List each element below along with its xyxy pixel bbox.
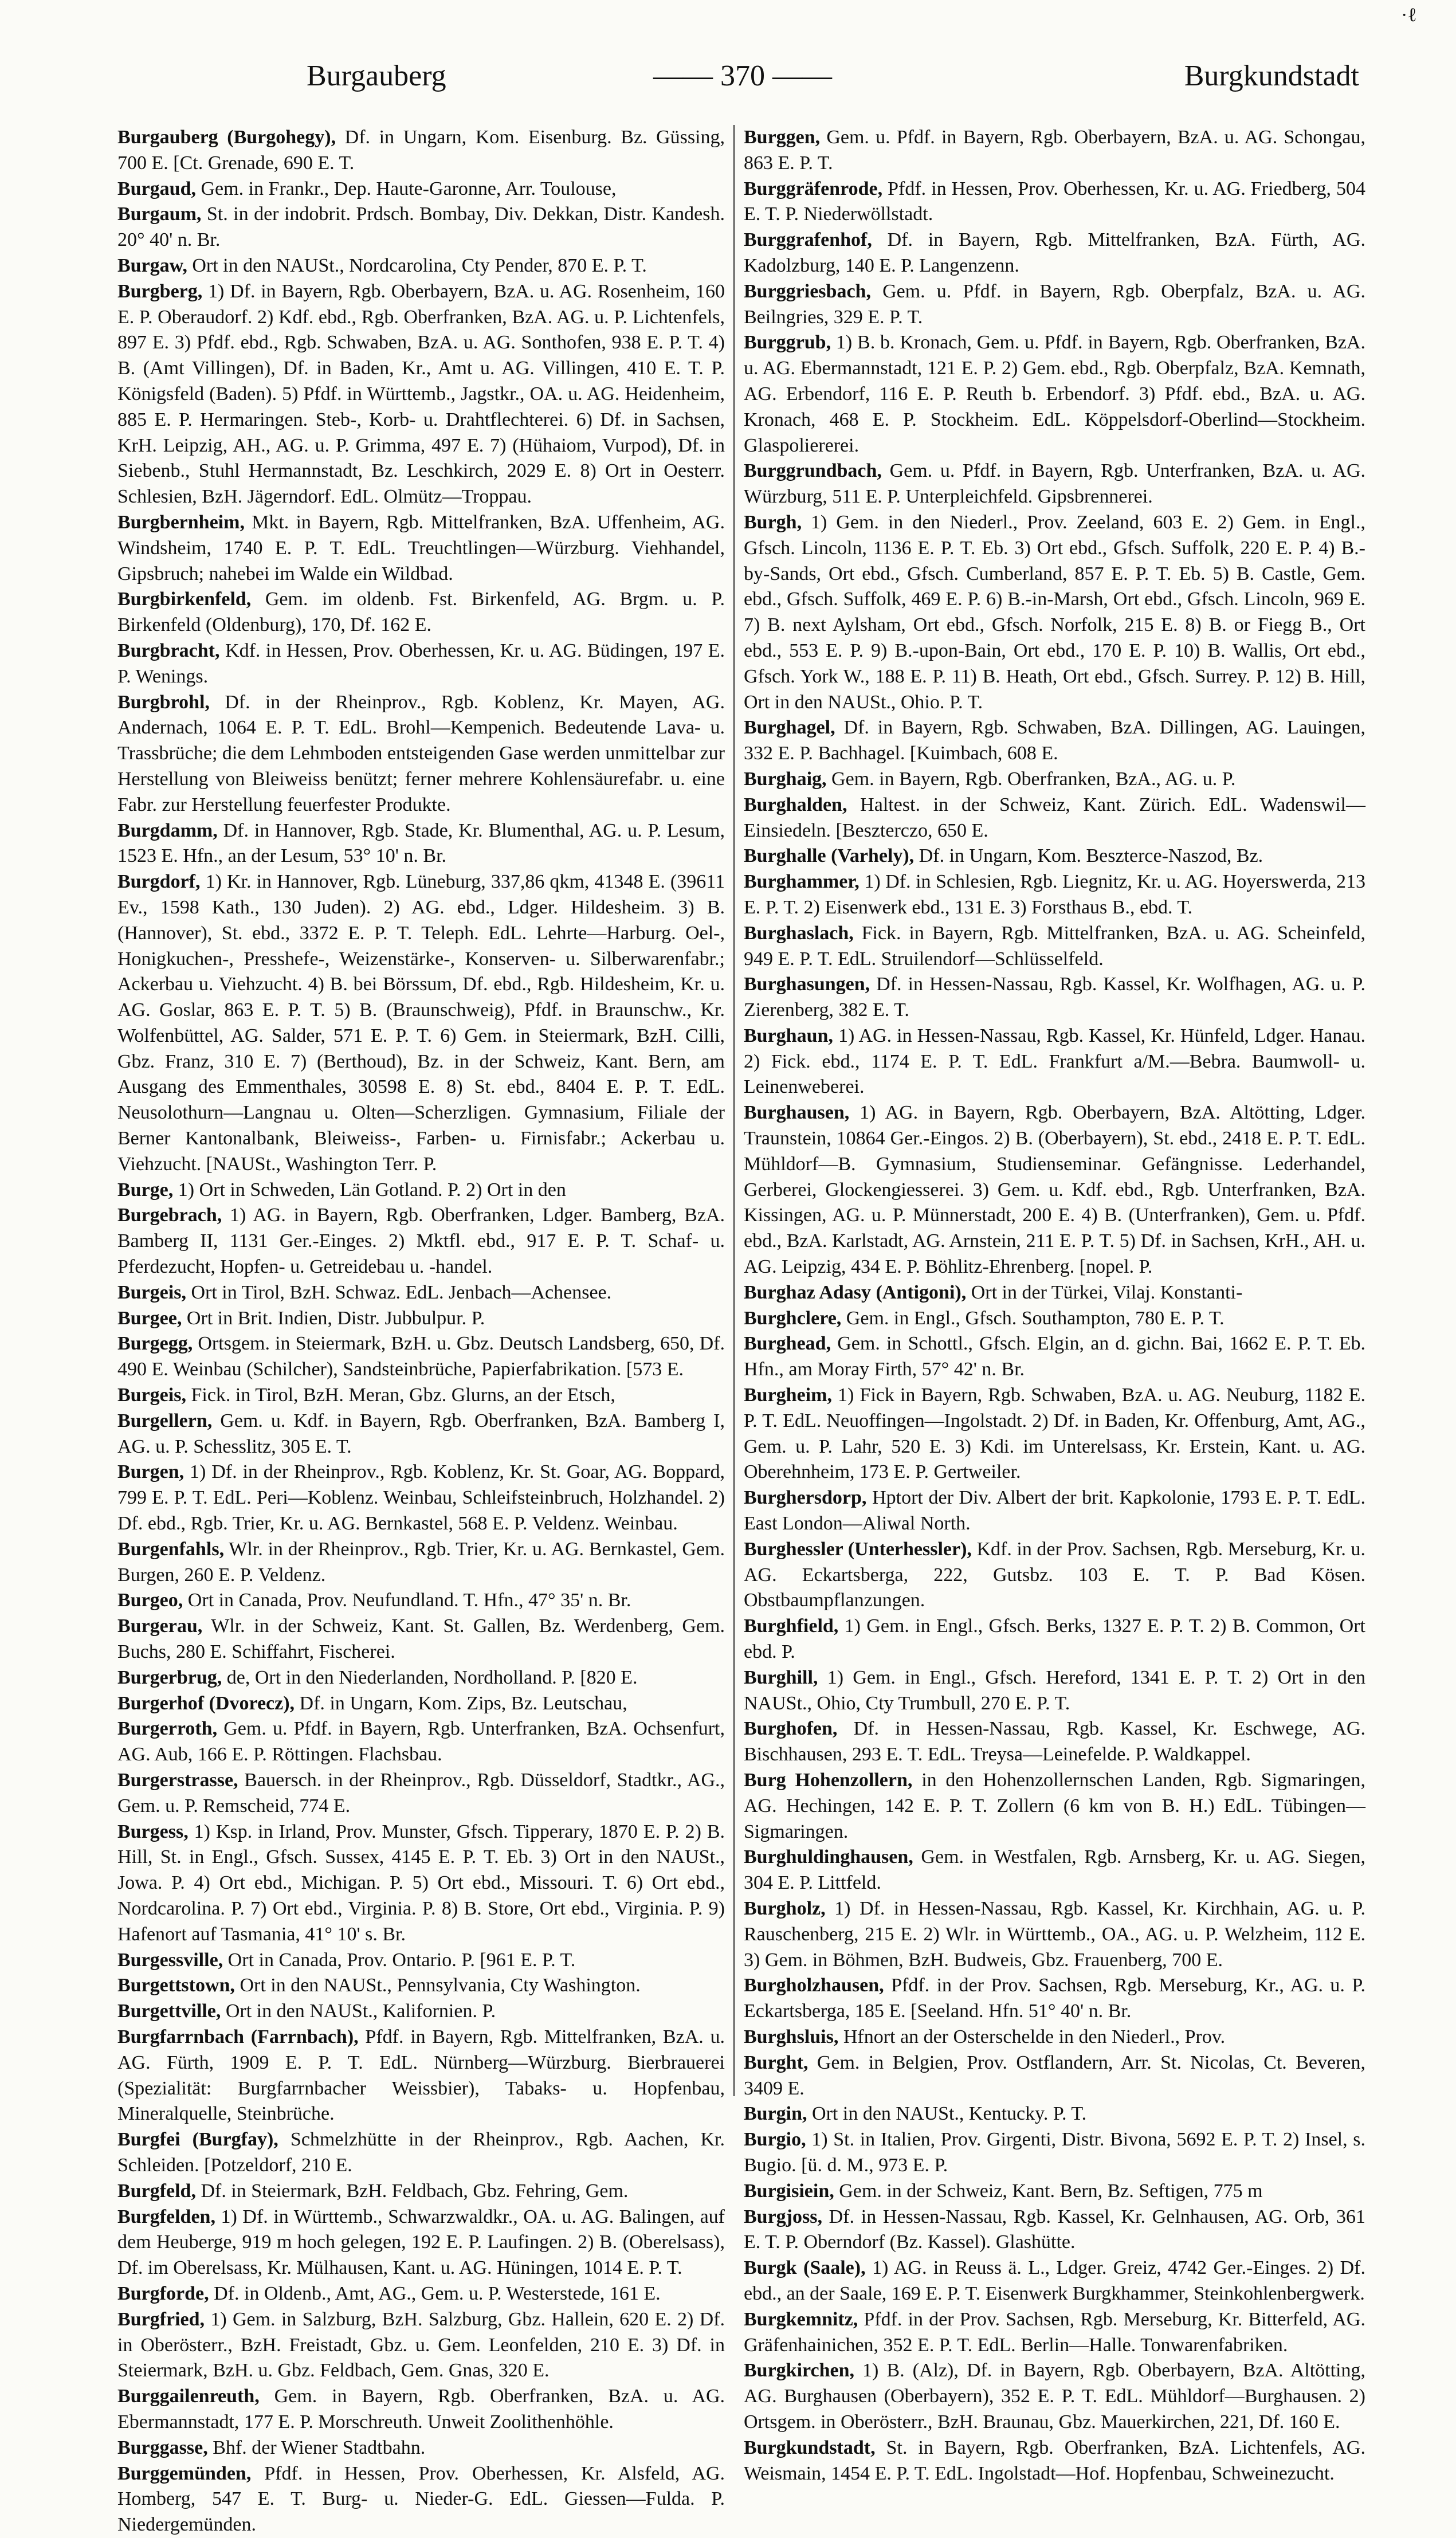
entry-headword: Burgfarrnbach (Farrnbach),	[117, 2026, 359, 2047]
gazetteer-entry	[117, 1280, 725, 1306]
entry-headword: Burgio,	[744, 2129, 806, 2151]
gazetteer-entry	[744, 1280, 1365, 1306]
left-column	[117, 125, 725, 2538]
entry-text: Gem. in Westfalen, Rgb. Arnsberg, Kr. u. AG. Siegen, 304 E. P. Littfeld.	[744, 1846, 1365, 1894]
entry-headword: Burgbirkenfeld,	[117, 589, 252, 610]
entry-text: 1) AG. in Reuss ä. L., Ldger. Greiz, 4742 Ger.-Einges. 2) Df. ebd., an der Saale, 169 E. P. T. Eisenwerk Burgkhammer, Steinkohlenbergwerk.	[744, 2257, 1365, 2304]
entry-text: in den Hohenzollernschen Landen, Rgb. Sigmaringen, AG. Hechingen, 142 E. P. T. Zollern (6 km von B. H.) EdL. Tübingen—Sigmaringen.	[744, 1770, 1366, 1842]
entry-headword: Burgerau,	[117, 1615, 203, 1637]
entry-text: 1) Kr. in Hannover, Rgb. Lüneburg, 337,86 qkm, 41348 E. (39611 Ev., 1598 Kath., 130 Juden). 2) AG. ebd., Ldger. Hildesheim. 3) B. (Hannover), St. ebd., 3372 E. P. T. Teleph. EdL. Lehrte—Harburg. Oel-, Honigkuchen-, Presshefe-, Weizenstärke-, Konserven- u. Silberwarenfabr.; Ackerbau u. Viehzucht. 4) B. bei Börssum, Df. ebd., Rgb. Hildesheim, Kr. u. AG. Goslar, 863 E. P. T. 5) B. (Braunschweig), Pfdf. in Braunschw., Kr. Wolfenbüttel, AG. Salder, 571 E. P. T. 6) Gem. in Steiermark, BzH. Cilli, Gbz. Franz, 310 E. 7) (Berthoud), Bz. in der Schweiz, Kant. Bern, am Ausgang des Emmenthales, 30598 E. 8) St. ebd., 8404 E. P. T. EdL. Neusolothurn—Langnau u. Olten—Scherzligen. Gymnasium, Filiale der Berner Kantonalbank, Bleiweiss-, Farben- u. Firnisfabr.; Ackerbau u. Viehzucht. [NAUSt., Washington Terr. P.	[117, 871, 725, 1175]
gazetteer-entry	[117, 2435, 725, 2461]
gazetteer-entry	[744, 279, 1365, 331]
gazetteer-entry	[744, 1665, 1365, 1717]
entry-headword: Burgerbrug,	[117, 1666, 222, 1688]
entry-headword: Burghuldinghausen,	[744, 1846, 913, 1868]
entry-text: 1) Df. in der Rheinprov., Rgb. Koblenz, Kr. St. Goar, AG. Boppard, 799 E. P. T. EdL. Peri—Koblenz. Weinbau, Schleifsteinbruch, Holzhandel. 2) Df. ebd., Rgb. Trier, Kr. u. AG. Bernkastel, 568 E. P. Veldenz. Weinbau.	[117, 1461, 725, 1535]
entry-headword: Burghalle (Varhely),	[744, 845, 915, 867]
entry-text: Pfdf. in der Prov. Sachsen, Rgb. Merseburg, Kr., AG. u. P. Eckartsberga, 185 E. [Seeland. Hfn. 51° 40' n. Br.	[744, 1975, 1365, 2022]
entry-text: Pfdf. in Hessen, Prov. Oberhessen, Kr. u. AG. Friedberg, 504 E. T. P. Niederwöllstadt.	[744, 178, 1365, 225]
entry-text: Kdf. in Hessen, Prov. Oberhessen, Kr. u. AG. Büdingen, 197 E. P. Wenings.	[117, 640, 725, 687]
gazetteer-entry	[744, 2307, 1365, 2359]
entry-text: Gem. u. Pfdf. in Bayern, Rgb. Unterfranken, BzA. u. AG. Würzburg, 511 E. P. Unterpleichfeld. Gipsbrennerei.	[744, 460, 1365, 508]
entry-headword: Burggen,	[744, 127, 821, 148]
entry-headword: Burghammer,	[744, 871, 860, 893]
page-header	[117, 50, 1368, 102]
gazetteer-entry	[117, 690, 725, 818]
entry-headword: Burghill,	[744, 1666, 818, 1688]
entry-headword: Burgen,	[117, 1461, 185, 1483]
entry-text: Gem. in Bayern, Rgb. Oberfranken, BzA., AG. u. P.	[826, 768, 1236, 790]
gazetteer-entry	[117, 2204, 725, 2281]
entry-headword: Burgee,	[117, 1307, 182, 1329]
entry-text: Gem. u. Pfdf. in Bayern, Rgb. Unterfranken, BzA. Ochsenfurt, AG. Aub, 166 E. P. Röttingen. Flachsbau.	[117, 1718, 725, 1766]
gazetteer-entry	[744, 1614, 1365, 1665]
entry-text: Gem. u. Kdf. in Bayern, Rgb. Oberfranken, BzA. Bamberg I, AG. u. P. Schesslitz, 305 E. T.	[117, 1410, 725, 1457]
entry-headword: Burgeis,	[117, 1281, 186, 1303]
gazetteer-entry	[744, 2025, 1365, 2050]
entry-headword: Burgaw,	[117, 254, 187, 276]
gazetteer-entry	[117, 2127, 725, 2179]
entry-headword: Burghfield,	[744, 1615, 839, 1637]
entry-text: Df. in Hessen-Nassau, Rgb. Kassel, Kr. Gelnhausen, AG. Orb, 361 E. T. P. Oberndorf (Bz. Kassel). Glashütte.	[744, 2206, 1365, 2253]
right-column	[744, 125, 1365, 2486]
entry-headword: Burghessler (Unterhessler),	[744, 1538, 972, 1560]
gazetteer-entry	[744, 1537, 1365, 1614]
entry-headword: Burgettville,	[117, 2000, 221, 2022]
gazetteer-entry	[744, 2358, 1365, 2435]
gazetteer-entry	[744, 330, 1365, 458]
entry-headword: Burggemünden,	[117, 2462, 252, 2484]
entry-text: 1) AG. in Hessen-Nassau, Rgb. Kassel, Kr. Hünfeld, Ldger. Hanau. 2) Fick. ebd., 1174 E. P. T. EdL. Frankfurt a/M.—Bebra. Baumwoll- u. Leinenweberei.	[744, 1025, 1365, 1098]
entry-headword: Burgforde,	[117, 2282, 209, 2304]
entry-text: Ort in Brit. Indien, Distr. Jubbulpur. P.	[182, 1307, 485, 1329]
entry-headword: Burghofen,	[744, 1718, 838, 1740]
gazetteer-entry	[117, 869, 725, 1178]
entry-headword: Burghasungen,	[744, 974, 870, 995]
gazetteer-entry	[117, 2384, 725, 2435]
gazetteer-entry	[117, 510, 725, 587]
entry-headword: Burgerstrasse,	[117, 1770, 238, 1791]
entry-headword: Burgfeld,	[117, 2180, 196, 2202]
gazetteer-entry	[117, 1460, 725, 1536]
gazetteer-entry	[117, 1203, 725, 1280]
gazetteer-entry	[744, 1383, 1365, 1485]
gazetteer-entry	[117, 2281, 725, 2307]
gazetteer-entry	[744, 125, 1365, 176]
entry-headword: Burgellern,	[117, 1410, 213, 1431]
entry-headword: Burgenfahls,	[117, 1538, 225, 1560]
entry-headword: Burgkemnitz,	[744, 2308, 858, 2330]
entry-headword: Burghclere,	[744, 1307, 842, 1329]
entry-headword: Burgebrach,	[117, 1205, 222, 1226]
entry-text: Df. in Bayern, Rgb. Mittelfranken, BzA. Fürth, AG. Kadolzburg, 140 E. P. Langenzenn.	[744, 229, 1365, 276]
gazetteer-entry	[744, 972, 1365, 1023]
entry-text: St. in der indobrit. Prdsch. Bombay, Div. Dekkan, Distr. Kandesh. 20° 40' n. Br.	[117, 203, 725, 251]
gazetteer-entry	[744, 227, 1365, 279]
gazetteer-entry	[117, 279, 725, 510]
entry-text: Df. in der Rheinprov., Rgb. Koblenz, Kr. Mayen, AG. Andernach, 1064 E. P. T. EdL. Brohl—Kempenich. Bedeutende Lava- u. Trassbrüche; die dem Lehmboden entsteigenden Gase werden unmittelbar zur Herstellung von Bleiweiss benützt; ferner mehrere Kohlensäurefabr. u. eine Fabr. zur Herstellung feuerfester Produkte.	[117, 691, 725, 815]
entry-headword: Burghagel,	[744, 717, 835, 739]
entry-headword: Burgess,	[117, 1821, 189, 1842]
gazetteer-entry	[117, 1665, 725, 1691]
entry-text: Gem. im oldenb. Fst. Birkenfeld, AG. Brgm. u. P. Birkenfeld (Oldenburg), 170, Df. 162 E.	[117, 589, 725, 636]
entry-headword: Burghead,	[744, 1333, 831, 1355]
gazetteer-entry	[117, 176, 725, 202]
entry-text: Ort in den NAUSt., Nordcarolina, Cty Pender, 870 E. P. T.	[187, 254, 647, 276]
gazetteer-entry	[744, 2179, 1365, 2204]
gazetteer-entry	[744, 1306, 1365, 1332]
entry-text: 1) Gem. in den Niederl., Prov. Zeeland, 603 E. 2) Gem. in Engl., Gfsch. Lincoln, 1136 E. P. T. Eb. 3) Ort ebd., Gfsch. Suffolk, 220 E. P. 4) B.-by-Sands, Ort ebd., Gfsch. Cumberland, 857 E. P. T. Eb. 5) B. Castle, Gem. ebd., Gfsch. Suffolk, 469 E. P. 6) B.-in-Marsh, Ort ebd., Gfsch. Lincoln, 969 E. 7) B. next Aylsham, Ort ebd., Gfsch. Norfolk, 215 E. 8) B. or Fiegg B., Ort ebd., 553 E. P. 9) B.-upon-Bain, Ort ebd., 170 E. P. 10) B. Wallis, Ort ebd., Gfsch. York W., 188 E. P. 11) B. Heath, Ort ebd., Gfsch. Surrey. P. 12) B. Hill, Ort in den NAUSt., Ohio. P. T.	[744, 511, 1365, 713]
entry-text: Df. in Bayern, Rgb. Schwaben, BzA. Dillingen, AG. Lauingen, 332 E. P. Bachhagel. [Kuimbach, 608 E.	[744, 717, 1365, 764]
gazetteer-entry	[744, 793, 1365, 844]
entry-text: Df. in Hessen-Nassau, Rgb. Kassel, Kr. Wolfhagen, AG. u. P. Zierenberg, 382 E. T.	[744, 974, 1365, 1021]
entry-headword: Burgaud,	[117, 178, 196, 199]
gazetteer-entry	[117, 1537, 725, 1588]
entry-text: Fick. in Bayern, Rgb. Mittelfranken, BzA. u. AG. Scheinfeld, 949 E. P. T. EdL. Struilendorf—Schlüsselfeld.	[744, 922, 1365, 970]
gazetteer-entry	[744, 2101, 1365, 2127]
entry-text: 1) AG. in Bayern, Rgb. Oberbayern, BzA. Altötting, Ldger. Traunstein, 10864 Ger.-Eingos. 2) B. (Oberbayern), St. ebd., 2418 E. P. T. EdL. Mühldorf—B. Gymnasium, Studienseminar. Gefängnisse. Lederhandel, Gerberei, Glockengiesserei. 3) Gem. u. Kdf. ebd., Rgb. Unterfranken, BzA. Kissingen, AG. u. P. Münnerstadt, 200 E. 4) B. (Unterfranken), Gem. u. Pfdf. ebd., BzA. Karlstadt, AG. Arnstein, 211 E. P. T. 5) Df. in Sachsen, KrH., AH. u. AG. Leipzig, 434 E. P. Böhlitz-Ehrenberg. [nopel. P.	[744, 1102, 1365, 1278]
gazetteer-entry	[117, 1331, 725, 1383]
gazetteer-entry	[117, 2461, 725, 2538]
entry-headword: Burgberg,	[117, 280, 203, 302]
gazetteer-entry	[117, 125, 725, 176]
column-divider	[733, 125, 735, 2096]
gazetteer-entry	[744, 1973, 1365, 2025]
entry-text: Ort in Canada, Prov. Neufundland. T. Hfn., 47° 35' n. Br.	[183, 1590, 631, 1611]
entry-text: St. in Bayern, Rgb. Oberfranken, BzA. Lichtenfels, AG. Weismain, 1454 E. P. T. EdL. Ingolstadt—Hof. Hopfenbau, Schweinezucht.	[744, 2437, 1365, 2484]
entry-headword: Burggrundbach,	[744, 460, 882, 482]
gazetteer-entry	[117, 1716, 725, 1768]
entry-text: 1) Df. in Schlesien, Rgb. Liegnitz, Kr. u. AG. Hoyerswerda, 213 E. P. T. 2) Eisenwerk ebd., 131 E. 3) Forsthaus B., ebd. T.	[744, 871, 1365, 918]
entry-text: Ort in den NAUSt., Pennsylvania, Cty Washington.	[234, 1975, 641, 1996]
gazetteer-entry	[117, 202, 725, 253]
entry-text: Pfdf. in Bayern, Rgb. Mittelfranken, BzA. u. AG. Fürth, 1909 E. P. T. EdL. Nürnberg—Würzburg. Bierbrauerei (Spezialität: Burgfarrnbacher Weissbier), Tabaks- u. Hopfenbau, Mineralquelle, Steinbrüche.	[117, 2026, 725, 2125]
entry-text: Ort in den NAUSt., Kentucky. P. T.	[807, 2103, 1087, 2125]
gazetteer-entry	[117, 1691, 725, 1717]
entry-text: 1) B. (Alz), Df. in Bayern, Rgb. Oberbayern, BzA. Altötting, AG. Burghausen (Oberbayern), 352 E. P. T. EdL. Mühldorf—Burghausen. 2) Ortsgem. in Oberösterr., BzH. Braunau, Gbz. Mauerkirchen, 221, Df. 160 E.	[744, 2360, 1365, 2433]
gazetteer-entry	[744, 2127, 1365, 2179]
corner-mark: ·ℓ	[1401, 5, 1417, 26]
entry-headword: Burgdorf,	[117, 871, 201, 893]
entry-headword: Burgettstown,	[117, 1975, 235, 1996]
entry-headword: Burgkundstadt,	[744, 2437, 876, 2458]
gazetteer-entry	[744, 1331, 1365, 1383]
gazetteer-entry	[744, 1023, 1365, 1100]
gazetteer-entry	[744, 921, 1365, 972]
entry-headword: Burgheim,	[744, 1384, 832, 1406]
gazetteer-entry	[744, 1485, 1365, 1537]
entry-headword: Burgauberg (Burgohegy),	[117, 127, 336, 148]
entry-headword: Burgfried,	[117, 2308, 205, 2330]
entry-headword: Burggrub,	[744, 332, 831, 354]
gazetteer-entry	[117, 638, 725, 690]
header-last-entry: Burgkundstadt	[1184, 60, 1359, 92]
entry-headword: Burggräfenrode,	[744, 178, 883, 199]
entry-headword: Burght,	[744, 2051, 809, 2073]
header-first-entry: Burgauberg	[307, 60, 446, 92]
entry-text: 1) Df. in Bayern, Rgb. Oberbayern, BzA. u. AG. Rosenheim, 160 E. P. Oberaudorf. 2) Kdf. ebd., Rgb. Oberfranken, BzA. AG. u. P. Lichtenfels, 897 E. 3) Pfdf. ebd., Rgb. Schwaben, BzA. u. AG. Sonthofen, 938 E. P. T. 4) B. (Amt Villingen), Df. in Baden, Kr., Amt u. AG. Villingen, 410 E. T. P. Königsfeld (Baden). 5) Pfdf. in Württemb., Jagstkr., OA. u. AG. Heidenheim, 885 E. P. Hermaringen. Steb-, Korb- u. Drahtflechterei. 6) Df. in Sachsen, KrH. Leipzig, AH., AG. u. P. Grimma, 497 E. 7) (Hühaiom, Vurpod), Df. in Siebenb., Stuhl Hermannstadt, Bz. Leschkirch, 2029 E. 8) Ort in Oesterr. Schlesien, BzH. Jägerndorf. EdL. Olmütz—Troppau.	[117, 280, 725, 508]
entry-headword: Burghaig,	[744, 768, 827, 790]
entry-text: Bhf. der Wiener Stadtbahn.	[207, 2437, 426, 2458]
entry-text: Df. in Ungarn, Kom. Zips, Bz. Leutschau,	[295, 1692, 627, 1714]
entry-headword: Burgbernheim,	[117, 511, 245, 533]
gazetteer-entry	[744, 458, 1365, 510]
entry-text: 1) Gem. in Engl., Gfsch. Hereford, 1341 E. P. T. 2) Ort in den NAUSt., Ohio, Cty Trumbull, 270 E. P. T.	[744, 1666, 1365, 1714]
entry-text: Gem. in Belgien, Prov. Ostflandern, Arr. St. Nicolas, Ct. Beveren, 3409 E.	[744, 2051, 1365, 2099]
gazetteer-entry	[117, 2025, 725, 2127]
entry-headword: Burg Hohenzollern,	[744, 1770, 913, 1791]
entry-headword: Burgbracht,	[117, 640, 220, 661]
entry-headword: Burgerroth,	[117, 1718, 218, 1740]
entry-headword: Burghsluis,	[744, 2026, 839, 2047]
gazetteer-entry	[744, 2255, 1365, 2307]
gazetteer-entry	[117, 1819, 725, 1948]
gazetteer-entry	[117, 1768, 725, 1819]
entry-text: Haltest. in der Schweiz, Kant. Zürich. EdL. Wadenswil—Einsiedeln. [Beszterczo, 650 E.	[744, 794, 1365, 841]
entry-headword: Burgerhof (Dvorecz),	[117, 1692, 295, 1714]
entry-text: Hfnort an der Osterschelde in den Niederl., Prov.	[838, 2026, 1226, 2047]
entry-headword: Burgisiein,	[744, 2180, 834, 2202]
gazetteer-entry	[117, 1614, 725, 1665]
entry-headword: Burghersdorp,	[744, 1487, 867, 1509]
entry-text: Gem. u. Pfdf. in Bayern, Rgb. Oberbayern, BzA. u. AG. Schongau, 863 E. P. T.	[744, 127, 1365, 174]
gazetteer-entry	[117, 253, 725, 279]
entry-headword: Burgfei (Burgfay),	[117, 2129, 278, 2151]
entry-headword: Burgk (Saale),	[744, 2257, 866, 2279]
entry-headword: Burgkirchen,	[744, 2360, 855, 2382]
entry-text: Ort in den NAUSt., Kalifornien. P.	[221, 2000, 496, 2022]
entry-text: Df. in Oldenb., Amt, AG., Gem. u. P. Westerstede, 161 E.	[209, 2282, 661, 2304]
entry-text: Ortsgem. in Steiermark, BzH. u. Gbz. Deutsch Landsberg, 650, Df. 490 E. Weinbau (Schilcher), Sandsteinbrüche, Papierfabrikation. [573 E.	[117, 1333, 725, 1380]
entry-text: Ort in der Türkei, Vilaj. Konstanti-	[966, 1281, 1243, 1303]
entry-headword: Burghaslach,	[744, 922, 854, 944]
entry-text: Wlr. in der Schweiz, Kant. St. Gallen, Bz. Werdenberg, Gem. Buchs, 280 E. Schiffahrt, Fischerei.	[117, 1615, 725, 1663]
entry-headword: Burgbrohl,	[117, 691, 210, 713]
entry-headword: Burgeo,	[117, 1590, 183, 1611]
entry-text: 1) Gem. in Salzburg, BzH. Salzburg, Gbz. Hallein, 620 E. 2) Df. in Oberösterr., BzH. Freistadt, Gbz. u. Gem. Leonfelden, 210 E. 3) Df. in Steiermark, BzH. u. Gbz. Feldbach, Gem. Gnas, 320 E.	[117, 2308, 725, 2382]
gazetteer-entry	[744, 1768, 1365, 1845]
entry-headword: Burgin,	[744, 2103, 807, 2125]
entry-text: 1) Df. in Württemb., Schwarzwaldkr., OA. u. AG. Balingen, auf dem Heuberge, 919 m hoch gelegen, 192 E. P. Laufingen. 2) B. (Oberelsass), Df. im Oberelsass, Kr. Mülhausen, Kant. u. AG. Hüningen, 1014 E. P. T.	[117, 2206, 725, 2279]
entry-text: 1) St. in Italien, Prov. Girgenti, Distr. Bivona, 5692 E. P. T. 2) Insel, s. Bugio. [ü. d. M., 973 E. P.	[744, 2129, 1365, 2176]
entry-text: Pfdf. in der Prov. Sachsen, Rgb. Merseburg, Kr. Bitterfeld, AG. Gräfenhainichen, 352 E. P. T. EdL. Berlin—Halle. Tonwarenfabriken.	[744, 2308, 1365, 2356]
page-number: —— 370 ——	[653, 60, 832, 92]
gazetteer-entry	[117, 818, 725, 870]
entry-text: Pfdf. in Hessen, Prov. Oberhessen, Kr. Alsfeld, AG. Homberg, 547 E. T. Burg- u. Nieder-G. EdL. Giessen—Fulda. P. Niedergemünden.	[117, 2462, 725, 2536]
entry-text: Wlr. in der Rheinprov., Rgb. Trier, Kr. u. AG. Bernkastel, Gem. Burgen, 260 E. P. Veldenz.	[117, 1538, 725, 1586]
entry-text: Df. in Ungarn, Kom. Beszterce-Naszod, Bz.	[914, 845, 1263, 867]
entry-text: Kdf. in der Prov. Sachsen, Rgb. Merseburg, Kr. u. AG. Eckartsberga, 222, Gutsbz. 103 E. T. P. Bad Kösen. Obstbaumpflanzungen.	[744, 1538, 1365, 1611]
entry-headword: Burgegg,	[117, 1333, 193, 1355]
entry-text: 1) B. b. Kronach, Gem. u. Pfdf. in Bayern, Rgb. Oberfranken, BzA. u. AG. Ebermannstadt, 121 E. P. 2) Gem. ebd., Rgb. Oberpfalz, BzA. Kemnath, AG. Erbendorf, 116 E. P. Reuth b. Erbendorf. 3) Pfdf. ebd., BzA. u. AG. Kronach, 468 E. P. Stockheim. EdL. Köppelsdorf-Oberlind—Stockheim. Glaspoliererei.	[744, 332, 1365, 456]
gazetteer-entry	[744, 2435, 1365, 2487]
gazetteer-entry	[117, 1948, 725, 1974]
gazetteer-entry	[117, 587, 725, 638]
entry-headword: Burgholzhausen,	[744, 1975, 884, 1996]
entry-text: Hptort der Div. Albert der brit. Kapkolonie, 1793 E. P. T. EdL. East London—Aliwal North.	[744, 1487, 1365, 1535]
entry-text: 1) Fick in Bayern, Rgb. Schwaben, BzA. u. AG. Neuburg, 1182 E. P. T. EdL. Neuoffingen—Ingolstadt. 2) Df. in Baden, Kr. Offenburg, Amt, AG., Gem. u. P. Lahr, 520 E. 3) Kdi. im Unterelsass, Kr. Erstein, Kant. u. AG. Oberehnheim, 173 E. P. Gertweiler.	[744, 1384, 1365, 1483]
gazetteer-entry	[117, 1178, 725, 1203]
entry-headword: Burge,	[117, 1179, 174, 1201]
gazetteer-entry	[744, 767, 1365, 793]
entry-headword: Burggasse,	[117, 2437, 208, 2458]
entry-headword: Burgessville,	[117, 1949, 223, 1971]
entry-text: 1) Ksp. in Irland, Prov. Munster, Gfsch. Tipperary, 1870 E. P. 2) B. Hill, St. in Engl., Gfsch. Sussex, 4145 E. P. T. Eb. 3) Ort in den NAUSt., Jowa. P. 4) Ort ebd., Michigan. P. 5) Ort ebd., Missouri. T. 6) Ort ebd., Nordcarolina. P. 7) Ort ebd., Virginia. P. 8) B. Store, Ort ebd., Virginia. P. 9) Hafenort auf Tasmania, 41° 10' s. Br.	[117, 1821, 725, 1945]
entry-text: Fick. in Tirol, BzH. Meran, Gbz. Glurns, an der Etsch,	[186, 1384, 615, 1406]
entry-headword: Burghaun,	[744, 1025, 833, 1046]
entry-headword: Burgfelden,	[117, 2206, 215, 2227]
gazetteer-entry	[117, 1306, 725, 1332]
gazetteer-entry	[744, 1845, 1365, 1896]
entry-text: Df. in Hannover, Rgb. Stade, Kr. Blumenthal, AG. u. P. Lesum, 1523 E. Hfn., an der Lesum, 53° 10' n. Br.	[117, 819, 725, 867]
gazetteer-entry	[117, 1383, 725, 1409]
gazetteer-entry	[117, 2307, 725, 2384]
entry-text: 1) Gem. in Engl., Gfsch. Berks, 1327 E. P. T. 2) B. Common, Ort ebd. P.	[744, 1615, 1365, 1663]
entry-text: Df. in Hessen-Nassau, Rgb. Kassel, Kr. Eschwege, AG. Bischhausen, 293 E. T. EdL. Treysa—Leinefelde. P. Waldkappel.	[744, 1718, 1365, 1766]
gazetteer-entry	[117, 1999, 725, 2025]
entry-headword: Burggailenreuth,	[117, 2386, 260, 2407]
gazetteer-entry	[744, 715, 1365, 767]
entry-text: Ort in Canada, Prov. Ontario. P. [961 E. P. T.	[223, 1949, 576, 1971]
entry-text: Gem. in der Schweiz, Kant. Bern, Bz. Seftigen, 775 m	[834, 2180, 1263, 2202]
gazetteer-entry	[744, 869, 1365, 921]
entry-text: de, Ort in den Niederlanden, Nordholland. P. [820 E.	[222, 1666, 638, 1688]
entry-headword: Burghalden,	[744, 794, 847, 815]
entry-headword: Burggriesbach,	[744, 280, 871, 302]
gazetteer-entry	[117, 1409, 725, 1460]
entry-text: 1) Ort in Schweden, Län Gotland. P. 2) Ort in den	[173, 1179, 566, 1201]
entry-text: Df. in Steiermark, BzH. Feldbach, Gbz. Fehring, Gem.	[195, 2180, 629, 2202]
entry-headword: Burgh,	[744, 511, 802, 533]
entry-text: 1) AG. in Bayern, Rgb. Oberfranken, Ldger. Bamberg, BzA. Bamberg II, 1131 Ger.-Einges. 2) Mktfl. ebd., 917 E. P. T. Schaf- u. Pferdezucht, Hopfen- u. Getreidebau u. -handel.	[117, 1205, 725, 1278]
entry-headword: Burgjoss,	[744, 2206, 822, 2227]
entry-text: Gem. in Bayern, Rgb. Oberfranken, BzA. u. AG. Ebermannstadt, 177 E. P. Morschreuth. Unweit Zoolithenhöhle.	[117, 2386, 725, 2433]
gazetteer-entry	[744, 510, 1365, 715]
gazetteer-entry	[117, 1588, 725, 1614]
gazetteer-entry	[117, 2179, 725, 2204]
entry-text: Mkt. in Bayern, Rgb. Mittelfranken, BzA. Uffenheim, AG. Windsheim, 1740 E. P. T. EdL. Treuchtlingen—Würzburg. Viehhandel, Gipsbruch; nahebei im Walde ein Wildbad.	[117, 511, 725, 585]
entry-text: Schmelzhütte in der Rheinprov., Rgb. Aachen, Kr. Schleiden. [Potzeldorf, 210 E.	[117, 2129, 725, 2176]
entry-text: Gem. u. Pfdf. in Bayern, Rgb. Oberpfalz, BzA. u. AG. Beilngries, 329 E. P. T.	[744, 280, 1365, 328]
gazetteer-entry	[744, 1896, 1365, 1973]
entry-headword: Burghaz Adasy (Antigoni),	[744, 1281, 967, 1303]
gazetteer-entry	[744, 1100, 1365, 1280]
entry-text: Gem. in Engl., Gfsch. Southampton, 780 E. P. T.	[841, 1307, 1225, 1329]
entry-text: Gem. in Frankr., Dep. Haute-Garonne, Arr. Toulouse,	[196, 178, 617, 199]
gazetteer-entry	[117, 1973, 725, 1999]
gazetteer-entry	[744, 2050, 1365, 2102]
entry-text: 1) Df. in Hessen-Nassau, Rgb. Kassel, Kr. Kirchhain, AG. u. P. Rauschenberg, 215 E. 2) Wlr. in Württemb., OA., AG. u. P. Welzheim, 112 E. 3) Gem. in Böhmen, BzH. Budweis, Gbz. Frauenberg, 700 E.	[744, 1897, 1365, 1971]
gazetteer-entry	[744, 1716, 1365, 1768]
entry-text: Bauersch. in der Rheinprov., Rgb. Düsseldorf, Stadtkr., AG., Gem. u. P. Remscheid, 774 E.	[117, 1770, 725, 1817]
entry-headword: Burgaum,	[117, 203, 202, 225]
entry-headword: Burgeis,	[117, 1384, 186, 1406]
entry-headword: Burghausen,	[744, 1102, 850, 1124]
entry-text: Ort in Tirol, BzH. Schwaz. EdL. Jenbach—Achensee.	[186, 1281, 612, 1303]
entry-headword: Burggrafenhof,	[744, 229, 872, 251]
gazetteer-entry	[744, 176, 1365, 228]
entry-text: Gem. in Schottl., Gfsch. Elgin, an d. gichn. Bai, 1662 E. P. T. Eb. Hfn., am Moray Firth, 57° 42' n. Br.	[744, 1333, 1365, 1380]
gazetteer-entry	[744, 2204, 1365, 2256]
gazetteer-entry	[744, 844, 1365, 869]
entry-text: Df. in Ungarn, Kom. Eisenburg. Bz. Güssing, 700 E. [Ct. Grenade, 690 E. T.	[117, 127, 725, 174]
entry-headword: Burgdamm,	[117, 819, 218, 841]
entry-headword: Burgholz,	[744, 1897, 826, 1919]
